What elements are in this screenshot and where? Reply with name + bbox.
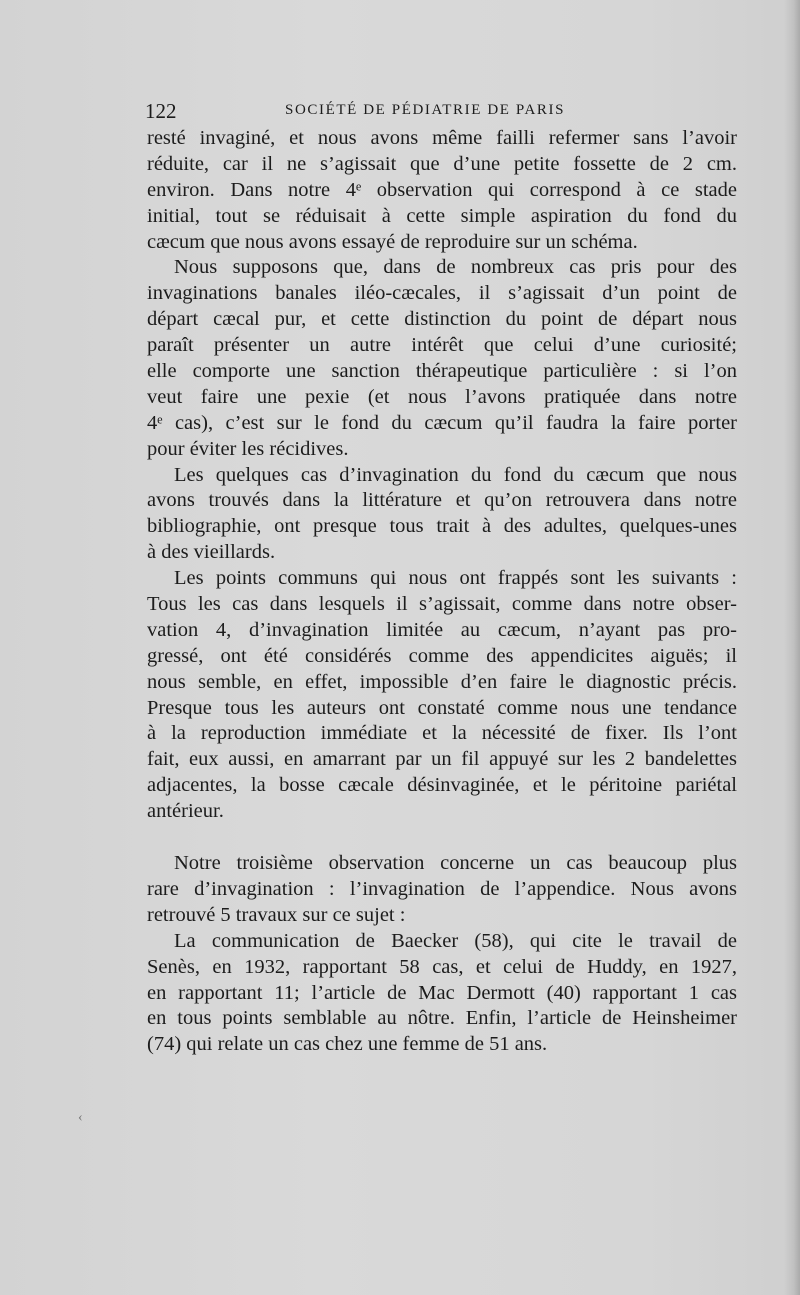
running-head	[145, 99, 740, 125]
text-line: Tous les cas dans lesquels il s’agissait, comme dans notre obser-	[147, 593, 737, 616]
text-line: en rapportant 11; l’article de Mac Dermott (40) rapportant 1 cas	[147, 981, 737, 1004]
text-line: pour éviter les récidives.	[147, 437, 349, 460]
text-line: (74) qui relate un cas chez une femme de 51 ans.	[147, 1033, 548, 1056]
text-line: La communication de Baecker (58), qui cite le travail de	[174, 929, 737, 952]
text-line: elle comporte une sanction thérapeutique particulière : si l’on	[147, 360, 737, 383]
body-text	[147, 126, 737, 1058]
text-line: bibliographie, ont presque tous trait à des adultes, quelques-unes	[147, 515, 737, 538]
text-line: 4ᵉ cas), c’est sur le fond du cæcum qu’il faudra la faire porter	[147, 411, 737, 434]
text-line: Les quelques cas d’invagination du fond du cæcum que nous	[174, 463, 737, 486]
paragraph-gap	[147, 825, 737, 851]
text-line: cæcum que nous avons essayé de reproduire sur un schéma.	[147, 230, 638, 253]
running-title: SOCIÉTÉ DE PÉDIATRIE DE PARIS	[285, 102, 566, 118]
text-line: adjacentes, la bosse cæcale désinvaginée, et le péritoine pariétal	[147, 774, 737, 797]
text-line: réduite, car il ne s’agissait que d’une petite fossette de 2 cm.	[147, 152, 737, 175]
text-line: resté invaginé, et nous avons même failli refermer sans l’avoir	[147, 127, 737, 149]
text-line: initial, tout se réduisait à cette simple aspiration du fond du	[147, 204, 737, 227]
text-line: Senès, en 1932, rapportant 58 cas, et celui de Huddy, en 1927,	[147, 955, 737, 978]
text-line: Notre troisième observation concerne un cas beaucoup plus	[174, 852, 737, 875]
text-line: retrouvé 5 travaux sur ce sujet :	[147, 903, 406, 926]
text-line: paraît présenter un autre intérêt que celui d’une curiosité;	[147, 334, 737, 357]
text-line: Nous supposons que, dans de nombreux cas pris pour des	[174, 256, 737, 279]
text-line: rare d’invagination : l’invagination de l’appendice. Nous avons	[147, 877, 737, 900]
page-number: 122	[145, 99, 177, 123]
text-line: Presque tous les auteurs ont constaté comme nous une tendance	[147, 696, 737, 719]
text-line: nous semble, en effet, impossible d’en faire le diagnostic précis.	[147, 670, 737, 693]
text-line: veut faire une pexie (et nous l’avons pratiquée dans notre	[147, 385, 737, 408]
text-line: gressé, ont été considérés comme des appendicites aiguës; il	[147, 644, 737, 667]
text-line: à la reproduction immédiate et la nécessité de fixer. Ils l’ont	[147, 722, 737, 745]
text-line: en tous points semblable au nôtre. Enfin, l’article de Heinsheimer	[147, 1007, 737, 1030]
page-edge-shadow	[784, 0, 800, 1295]
text-line: à des vieillards.	[147, 541, 276, 564]
text-line: environ. Dans notre 4ᵉ observation qui correspond à ce stade	[147, 178, 737, 201]
text-line: invaginations banales iléo-cæcales, il s’agissait d’un point de	[147, 282, 737, 305]
text-line: vation 4, d’invagination limitée au cæcum, n’ayant pas pro-	[147, 618, 737, 641]
text-line: fait, eux aussi, en amarrant par un fil appuyé sur les 2 bandelettes	[147, 748, 737, 771]
margin-mark: ‹	[78, 1110, 83, 1125]
text-line: Les points communs qui nous ont frappés sont les suivants :	[174, 567, 737, 590]
text-line: antérieur.	[147, 800, 224, 823]
text-line: avons trouvés dans la littérature et qu’on retrouvera dans notre	[147, 489, 737, 512]
text-line: départ cæcal pur, et cette distinction du point de départ nous	[147, 308, 737, 331]
